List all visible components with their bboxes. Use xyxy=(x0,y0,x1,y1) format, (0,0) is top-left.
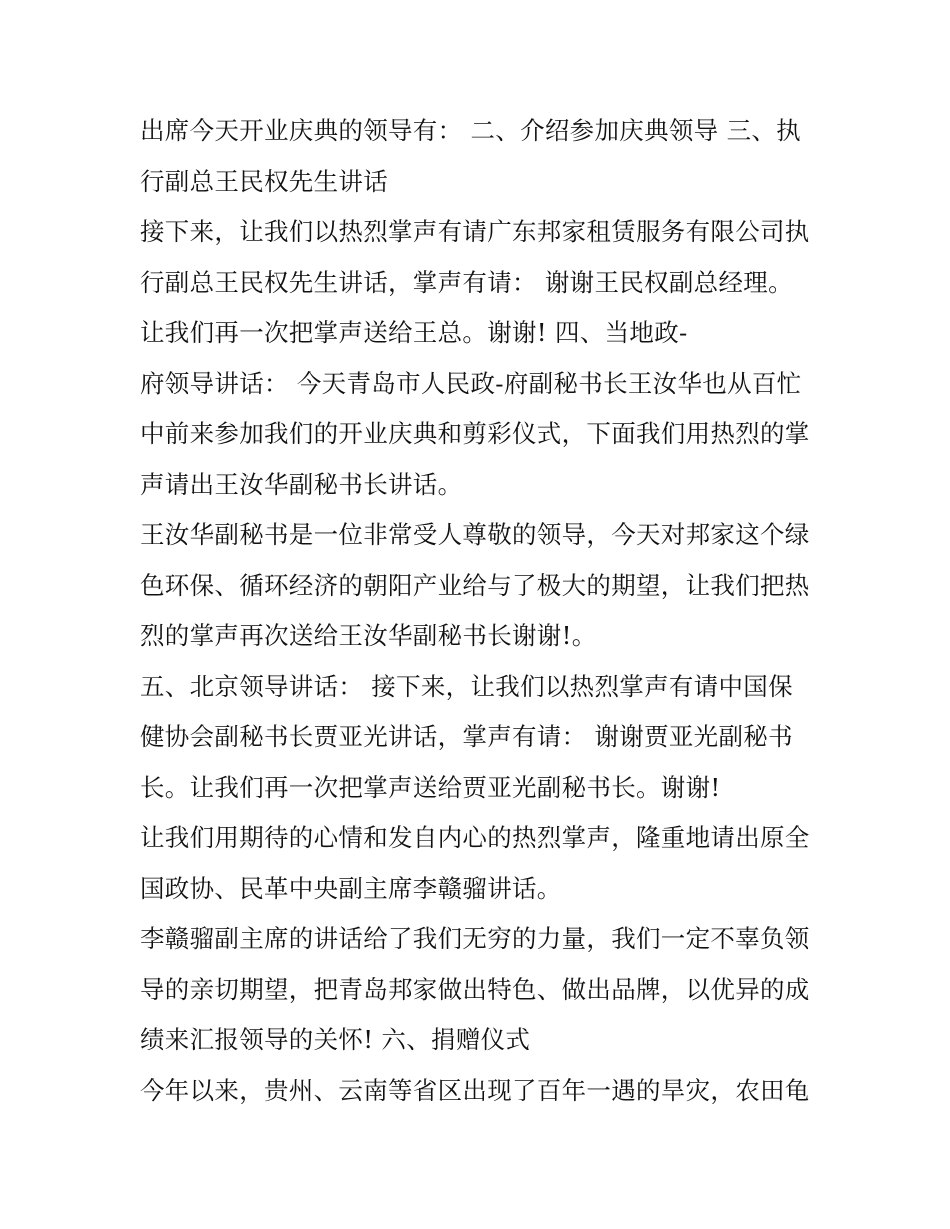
text-line: 行副总王民权先生讲话，掌声有请： 谢谢王民权副总经理。 xyxy=(140,267,793,297)
text-line: 李赣骝副主席的讲话给了我们无穷的力量，我们一定不辜负领 xyxy=(140,924,810,953)
text-line: 国政协、民革中央副主席李赣骝讲话。 xyxy=(140,873,562,903)
text-line: 行副总王民权先生讲话 xyxy=(140,166,388,196)
text-line: 出席今天开业庆典的领导有： 二、介绍参加庆典领导 三、执 xyxy=(140,116,801,145)
text-line: 色环保、循环经济的朝阳产业给与了极大的期望，让我们把热 xyxy=(140,570,810,600)
text-line: 今年以来，贵州、云南等省区出现了百年一遇的旱灾，农田龟 xyxy=(140,1075,810,1105)
text-line: 王汝华副秘书是一位非常受人尊敬的领导，今天对邦家这个绿 xyxy=(140,520,810,549)
text-line: 府领导讲话： 今天青岛市人民政-府副秘书长王汝华也从百忙 xyxy=(140,368,802,398)
text-line: 健协会副秘书长贾亚光讲话，掌声有请： 谢谢贾亚光副秘书 xyxy=(140,722,793,751)
text-line: 绩来汇报领导的关怀! 六、捐赠仪式 xyxy=(140,1025,531,1054)
text-line: 五、北京领导讲话： 接下来，让我们以热烈掌声有请中国保 xyxy=(140,671,793,701)
text-line: 让我们再一次把掌声送给王总。谢谢! 四、当地政- xyxy=(140,318,688,347)
document-body xyxy=(140,106,820,1116)
text-line: 声请出王汝华副秘书长讲话。 xyxy=(140,469,463,499)
text-line: 中前来参加我们的开业庆典和剪彩仪式，下面我们用热烈的掌 xyxy=(140,419,810,448)
text-line: 让我们用期待的心情和发自内心的热烈掌声，隆重地请出原全 xyxy=(140,823,810,852)
text-line: 接下来，让我们以热烈掌声有请广东邦家租赁服务有限公司执 xyxy=(140,217,810,246)
text-line: 长。让我们再一次把掌声送给贾亚光副秘书长。谢谢! xyxy=(140,772,721,802)
text-line: 导的亲切期望，把青岛邦家做出特色、做出品牌，以优异的成 xyxy=(140,974,810,1004)
text-line: 烈的掌声再次送给王汝华副秘书长谢谢!。 xyxy=(140,621,597,650)
